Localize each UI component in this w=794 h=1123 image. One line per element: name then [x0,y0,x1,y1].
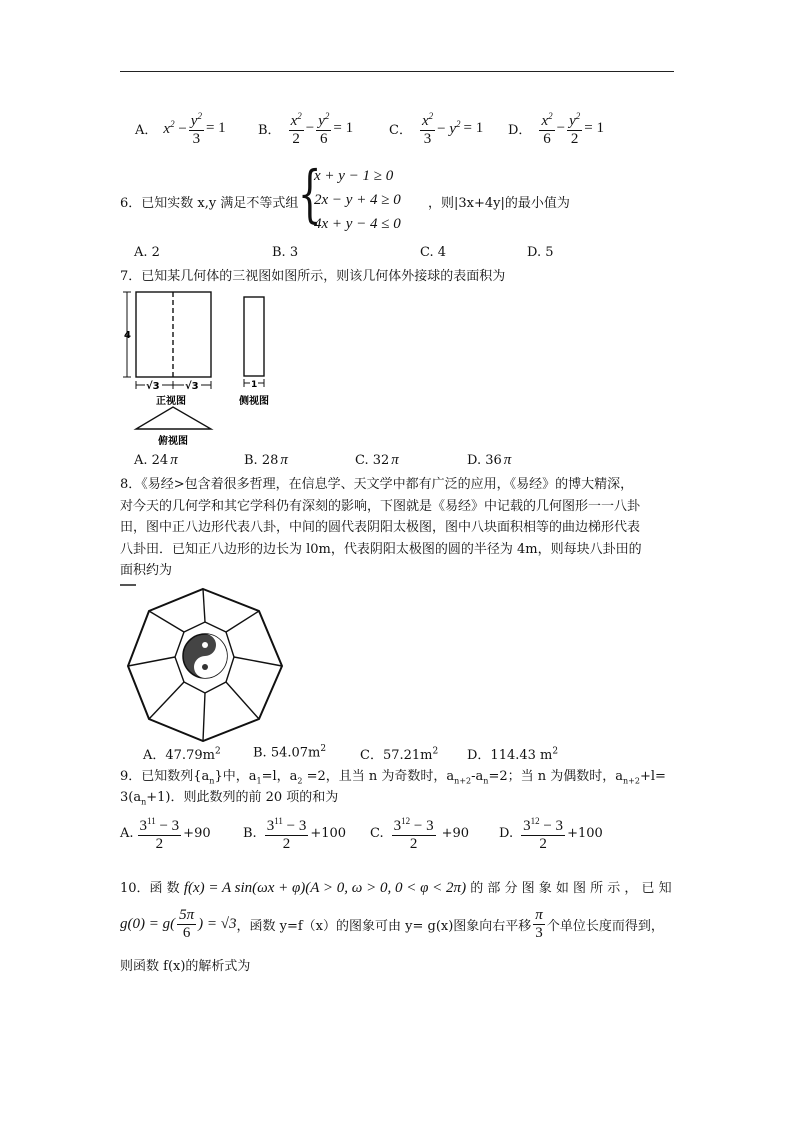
q6-prefix: 6．已知实数 x,y 满足不等式组 [120,196,299,211]
q8-line-4: 八卦田．已知正八边形的边长为 l0m，代表阴阳太极图的圆的半径为 4m，则每块八卦田的 [120,541,642,557]
q7-three-view-figure [118,285,288,450]
q9-line-2: $3(a_n+1)$．则此数列的前 20 项的和为 [120,790,339,807]
bottom-left-label: √3 [146,381,160,392]
q6-inequality-2: 2x − y + 4 ≥ 0 [314,192,401,208]
side-width-label: 1 [251,380,258,390]
q8-option-a[interactable]: A．$47.79m^2$ [143,746,221,763]
q9-option-b[interactable]: B. $\frac{3^{11} - 3}{2}$ +100 [243,813,346,853]
bottom-right-label: √3 [185,381,199,392]
header-rule [120,71,674,72]
q6-option-a[interactable]: A. 2 [134,245,160,260]
side-view-caption: 侧视图 [239,396,269,407]
q9-line-1: 9．已知数列$\{a_n\}$中，$a_1=l$，$a_2 =2$，且当 n 为奇数时，$a_{n+2}-a_n=2$；当 n 为偶数时，$a_{n+2}+l=$ [120,769,666,786]
q8-stem [120,474,642,582]
top-view-triangle [136,407,211,429]
q7-option-d[interactable]: D. 36 π [467,452,512,468]
q6-suffix: ，则|3x+4y|的最小值为 [428,196,570,211]
taiji-dot-2 [202,664,208,670]
q6-inequality-3: 4x + y − 4 ≤ 0 [314,216,401,232]
q5-option-c[interactable]: C． $\frac{x^2}{3}$ − $y^2$ = 1 [389,108,509,148]
q6-inequality-1: x + y − 1 ≥ 0 [314,168,394,184]
q10-line-1: 10．函 数 f(x) = A sin(ωx + φ)(A > 0, ω > 0, 0 < φ < 2π) 的 部 分 图 象 如 图 所 示 ， 已 知 [120,880,672,896]
q9-option-d[interactable]: D. $\frac{3^{12} - 3}{2}$ +100 [499,813,603,853]
q6-option-c[interactable]: C. 4 [420,245,447,260]
q9-option-a[interactable]: A. $\frac{3^{11} - 3}{2}$ +90 [120,813,211,853]
q8-option-b[interactable]: B. $54.07m^2$ [253,744,327,761]
height-label: 4 [124,330,131,341]
figure-mark [120,584,136,586]
side-view-rect [244,297,264,376]
front-view-caption: 正视图 [156,396,186,407]
q8-option-c[interactable]: C．$57.21m^2$ [360,746,439,763]
q7-option-a[interactable]: A. 24 π [134,452,178,468]
q8-bagua-figure [118,582,308,742]
q6-option-b[interactable]: B. 3 [272,245,299,260]
q9-option-c[interactable]: C. $\frac{3^{12} - 3}{2}$ +90 [370,813,469,853]
q5-option-d[interactable]: D． $\frac{x^2}{6}$ − $\frac{y^2}{2}$ = 1 [508,108,648,148]
q10-formula: f(x) = A sin(ωx + φ)(A > 0, ω > 0, 0 < φ < 2π) [183,880,467,896]
q10-line-2: g(0) = g( $\frac{5\pi}{6}$ ) = √3 ，函数 y=f（x）的图象可由 y= g(x)图象向右平移 $\frac{\pi}{3}$ 个单位长度而得到， [120,907,664,941]
top-view-caption: 俯视图 [158,436,188,447]
q7-option-b[interactable]: B. 28 π [244,452,288,468]
q10-line-3: 则函数 f(x)的解析式为 [120,959,251,974]
q8-option-d[interactable]: D．114.43 $m^2$ [467,746,559,763]
q7-option-c[interactable]: C. 32 π [355,452,399,468]
q8-line-3: 田，图中正八边形代表八卦，中间的圆代表阴阳太极图，图中八块面积相等的曲边梯形代表 [120,520,641,535]
q8-line-2: 对今天的几何学和其它学科仍有深刻的影响，下图就是《易经》中记载的几何图形一一八卦 [120,498,641,514]
q5-option-a[interactable]: A． $x^2$ − $\frac{y^2}{3}$ = 1 [135,108,255,148]
q7-stem: 7．已知某几何体的三视图如图所示，则该几何体外接球的表面积为 [120,269,506,284]
q8-line-5: 面积约为 [120,563,173,578]
q6-brace: { [297,157,322,230]
q6-option-d[interactable]: D. 5 [527,245,554,260]
taiji-dot-1 [202,642,208,648]
q8-line-1: 8．《易经>包含着很多哲理，在信息学、天文学中都有广泛的应用，《易经》的博大精深， [120,477,634,492]
q5-option-b[interactable]: B． $\frac{x^2}{2}$ − $\frac{y^2}{6}$ = 1 [258,108,388,148]
